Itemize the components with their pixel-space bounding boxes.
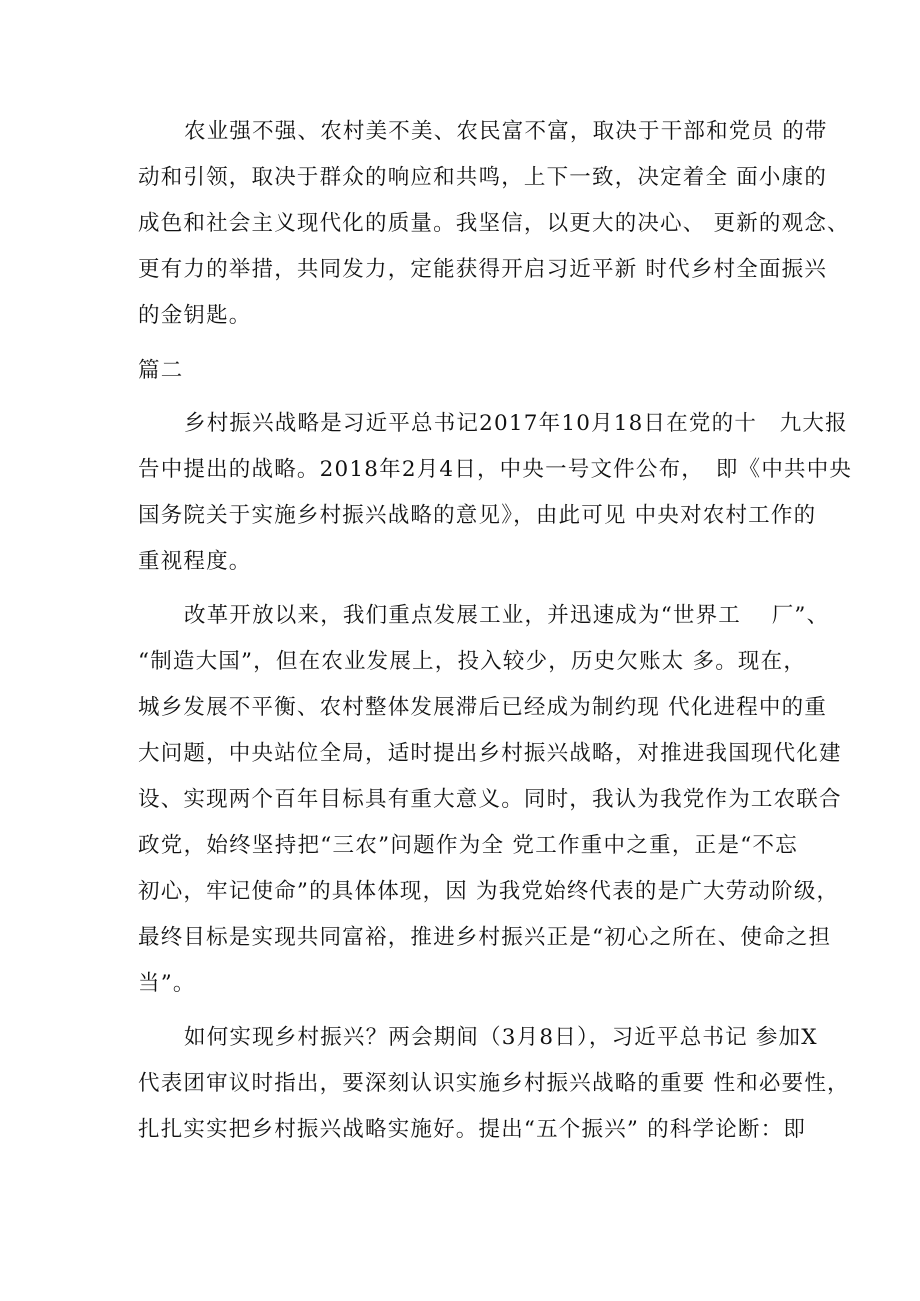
- paragraph-2-line-3: 国务院关于实施乡村振兴战略的意见》，由此可见 中央对农村工作的: [138, 503, 817, 528]
- section-heading: 篇二: [138, 358, 184, 383]
- paragraph-1-line-3: 成色和社会主义现代化的质量。我坚信，以更大的决心、 更新的观念、: [138, 211, 850, 236]
- paragraph-1-line-1: 农业强不强、农村美不美、农民富不富，取决于干部和党员 的带: [184, 119, 828, 144]
- paragraph-1-line-2: 动和引领，取决于群众的响应和共鸣，上下一致，决定着全 面小康的: [138, 165, 828, 190]
- paragraph-2-line-2: 告中提出的战略。2018年2月4日，中央一号文件公布， 即《中共中央: [138, 457, 853, 482]
- paragraph-3-line-7: 初心，牢记使命”的具体体现，因 为我党始终代表的是广大劳动阶级，: [138, 879, 840, 904]
- paragraph-3-line-2: “制造大国”，但在农业发展上，投入较少，历史欠账太 多。现在，: [138, 649, 807, 674]
- paragraph-3-line-1: 改革开放以来，我们重点发展工业，并迅速成为“世界工 厂”、: [184, 603, 830, 628]
- paragraph-2-line-1: 乡村振兴战略是习近平总书记2017年10月18日在党的十 九大报: [184, 411, 848, 436]
- paragraph-2-line-4: 重视程度。: [138, 549, 252, 574]
- paragraph-1-line-4: 更有力的举措，共同发力，定能获得开启习近平新 时代乡村全面振兴: [138, 257, 828, 282]
- paragraph-1-line-5: 的金钥匙。: [138, 303, 252, 328]
- paragraph-3-line-3: 城乡发展不平衡、农村整体发展滞后已经成为制约现 代化进程中的重: [138, 695, 828, 720]
- paragraph-4-line-3: 扎扎实实把乡村振兴战略实施好。提出“五个振兴” 的科学论断：即: [138, 1117, 807, 1142]
- paragraph-4-line-1: 如何实现乡村振兴？两会期间（3月8日），习近平总书记 参加X: [184, 1025, 818, 1050]
- paragraph-4-line-2: 代表团审议时指出，要深刻认识实施乡村振兴战略的重要 性和必要性，: [138, 1071, 850, 1096]
- paragraph-3-line-4: 大问题，中央站位全局，适时提出乡村振兴战略，对推进我国现代化建: [138, 741, 842, 766]
- paragraph-3-line-9: 当”。: [138, 971, 196, 996]
- paragraph-3-line-6: 政党，始终坚持把“三农”问题作为全 党工作重中之重，正是“不忘: [138, 833, 798, 858]
- paragraph-3-line-5: 设、实现两个百年目标具有重大意义。同时，我认为我党作为工农联合: [138, 787, 842, 812]
- paragraph-3-line-8: 最终目标是实现共同富裕，推进乡村振兴正是“初心之所在、使命之担: [138, 925, 832, 950]
